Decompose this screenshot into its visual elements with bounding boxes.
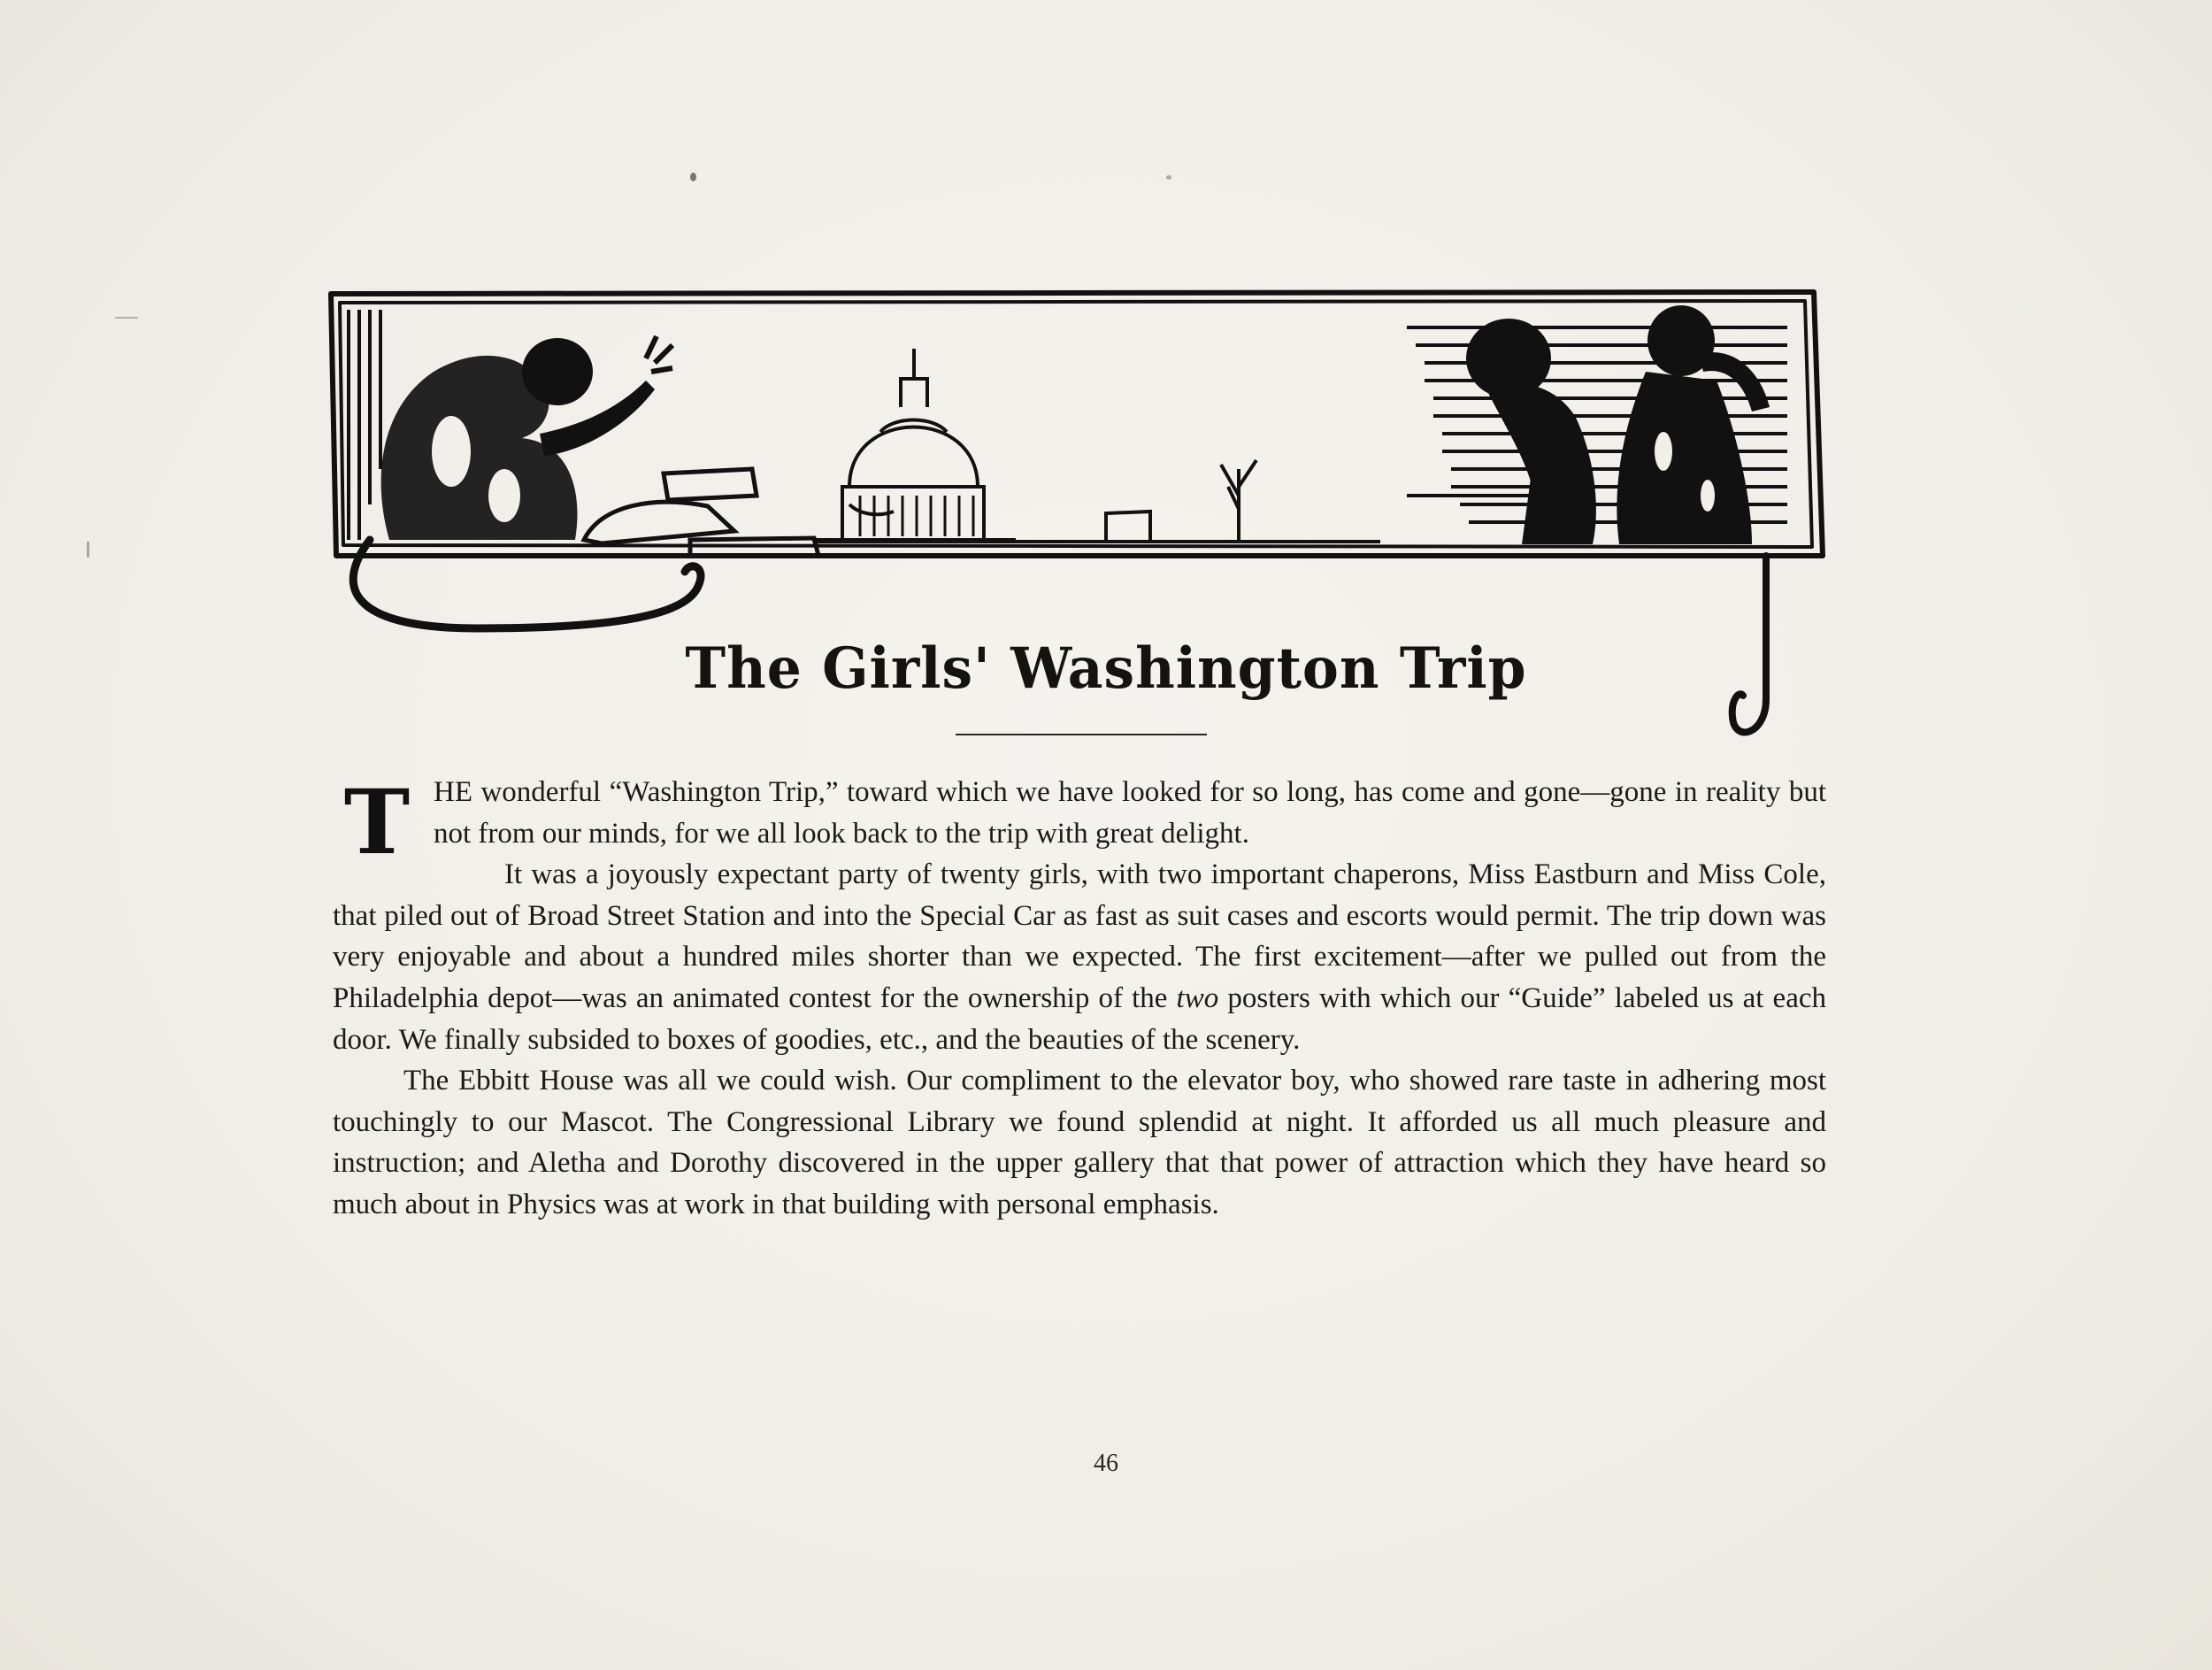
paragraph-2-text-b: posters with which our “Guide” labeled us at each door. We finally subsided to boxes of goodies, etc., and the beauties of the scenery. — [333, 981, 1826, 1056]
paragraph-1 — [333, 772, 1826, 866]
page-number: 46 — [1094, 1450, 1118, 1477]
paper-speck — [1166, 175, 1171, 180]
paper-speck — [87, 542, 89, 558]
article-body — [333, 772, 1826, 1226]
page-title: The Girls' Washington Trip — [685, 635, 1527, 702]
paragraph-3: The Ebbitt House was all we could wish. Our compliment to the elevator boy, who showed rare taste in adhering most touchingly to our Mascot. The Congressional Library we found splendid at night. It afforded us all much pleasure and instruction; and Aletha and Dorothy discovered in the upper gallery that that power of attraction which they have heard so much about in Physics was at work in that building with personal emphasis. — [333, 1065, 1826, 1220]
title-divider — [956, 734, 1207, 735]
paragraph-2-text-a: It was a joyously expectant party of twenty girls, with two important chaperons, Miss Eastburn and Miss Cole, that piled out of Broad Street Station and into the Special Car as fast as suit cases and escorts would permit. The trip down was very enjoyable and about a hundred miles shorter than we expected. The first excitement—after we pulled out from the Philadelphia depot—was an animated contest for the ownership of the — [333, 858, 1826, 1014]
drop-cap-t-icon — [333, 777, 421, 866]
paragraph-2-emphasis: two — [1176, 981, 1219, 1014]
paper-speck — [690, 173, 696, 181]
paragraph-2 — [333, 854, 1826, 1060]
paper-speck — [115, 317, 138, 319]
paragraph-1-text: HE wonderful “Washington Trip,” toward which we have looked for so long, has come and gone—gone in reality but not from our minds, for we all look back to the trip with great delight. — [434, 776, 1826, 850]
drop-cap-letter: T — [343, 777, 411, 866]
